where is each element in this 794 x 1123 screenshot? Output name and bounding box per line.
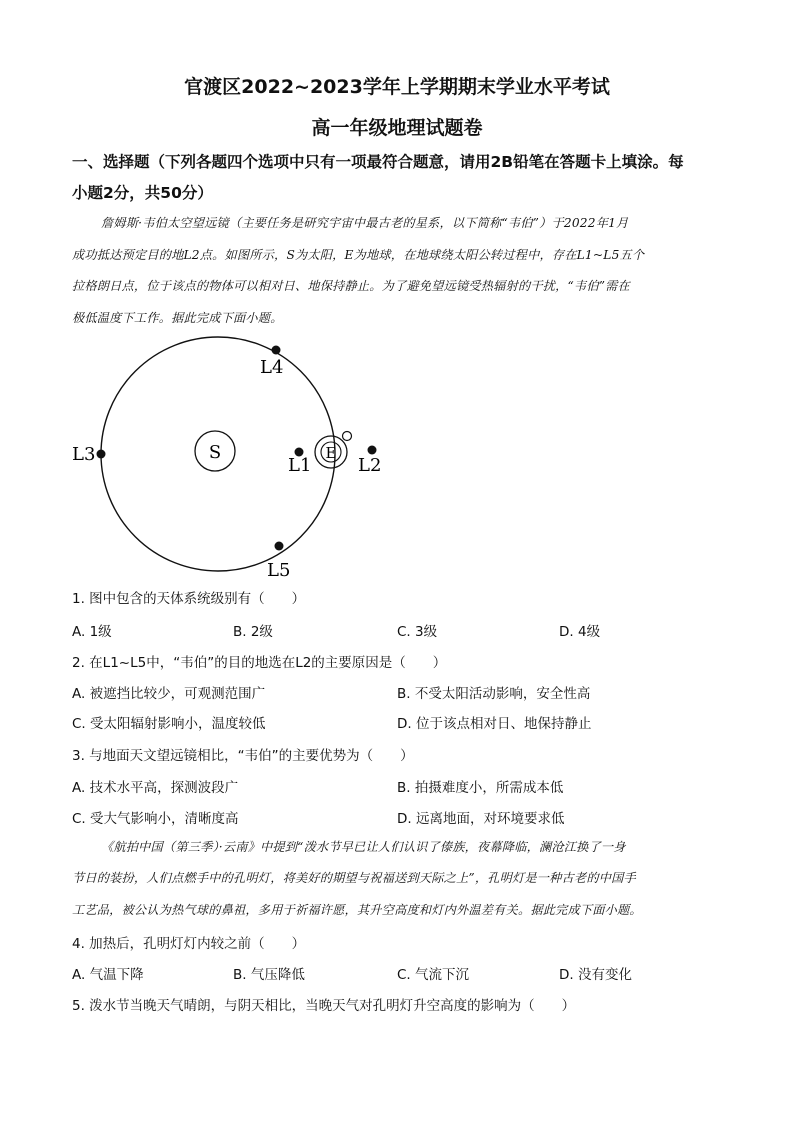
option-d[interactable]: D. 4级 [559, 624, 601, 640]
passage2-line: 《航拍中国（第三季）·云南》中提到“泼水节早已让人们认识了傣族，夜幕降临，澜沧江换了一身 [101, 840, 626, 854]
option-c[interactable]: C. 3级 [397, 624, 438, 640]
sun-label: S [208, 442, 222, 463]
l2-label: L2 [358, 455, 382, 476]
option-d[interactable]: D. 位于该点相对日、地保持静止 [397, 716, 592, 732]
option-b[interactable]: B. 2级 [233, 624, 273, 640]
option-c[interactable]: C. 受大气影响小，清晰度高 [72, 811, 239, 827]
lagrange-diagram [60, 335, 400, 585]
passage1-line: 拉格朗日点，位于该点的物体可以相对日、地保持静止。为了避免望远镜受热辐射的干扰，“韦伯”需在 [72, 279, 630, 293]
option-c[interactable]: C. 受太阳辐射影响小，温度较低 [72, 716, 266, 732]
option-a[interactable]: A. 气温下降 [72, 967, 144, 983]
question-stem: 4. 加热后，孔明灯灯内较之前（ ） [72, 936, 306, 952]
option-b[interactable]: B. 不受太阳活动影响，安全性高 [397, 686, 591, 702]
option-b[interactable]: B. 气压降低 [233, 967, 305, 983]
option-d[interactable]: D. 远离地面，对环境要求低 [397, 811, 565, 827]
l5-label: L5 [267, 560, 291, 581]
option-c[interactable]: C. 气流下沉 [397, 967, 470, 983]
l3-label: L3 [72, 444, 96, 465]
l5-point [275, 542, 284, 551]
l2-point [368, 446, 377, 455]
earth-label: E [325, 444, 337, 462]
option-a[interactable]: A. 1级 [72, 624, 112, 640]
section-heading-line1: 一、选择题（下列各题四个选项中只有一项最符合题意，请用2B铅笔在答题卡上填涂。每 [72, 153, 684, 171]
l1-label: L1 [288, 455, 312, 476]
passage1-line: 成功抵达预定目的地L2点。如图所示，S为太阳，E为地球，在地球绕太阳公转过程中，存在L1~L5五个 [72, 248, 645, 262]
option-b[interactable]: B. 拍摄难度小，所需成本低 [397, 780, 564, 796]
question-stem: 2. 在L1~L5中，“韦伯”的目的地选在L2的主要原因是（ ） [72, 655, 447, 671]
moon-dot [343, 432, 352, 441]
question-stem: 3. 与地面天文望远镜相比，“韦伯”的主要优势为（ ） [72, 748, 414, 764]
question-stem: 1. 图中包含的天体系统级别有（ ） [72, 591, 306, 607]
option-a[interactable]: A. 技术水平高，探测波段广 [72, 780, 239, 796]
option-a[interactable]: A. 被遮挡比较少，可观测范围广 [72, 686, 266, 702]
passage2-line: 节日的装扮，人们点燃手中的孔明灯，将美好的期望与祝福送到天际之上”，孔明灯是一种古老的中国手 [72, 871, 636, 885]
l3-point [97, 450, 106, 459]
section-heading-line2: 小题2分，共50分） [72, 184, 213, 202]
passage1-line: 极低温度下工作。据此完成下面小题。 [72, 311, 283, 325]
exam-title: 官渡区2022~2023学年上学期期末学业水平考试 [184, 76, 610, 98]
question-stem: 5. 泼水节当晚天气晴朗，与阴天相比，当晚天气对孔明灯升空高度的影响为（ ） [72, 998, 576, 1014]
passage2-line: 工艺品，被公认为热气球的鼻祖，多用于祈福许愿，其升空高度和灯内外温差有关。据此完成下面小题。 [72, 903, 642, 917]
l4-label: L4 [260, 357, 284, 378]
option-d[interactable]: D. 没有变化 [559, 967, 632, 983]
exam-subtitle: 高一年级地理试题卷 [311, 117, 483, 139]
l4-point [272, 346, 281, 355]
passage1-line: 詹姆斯·韦伯太空望远镜（主要任务是研究宇宙中最古老的星系，以下简称“韦伯”）于2022年1月 [101, 216, 629, 230]
